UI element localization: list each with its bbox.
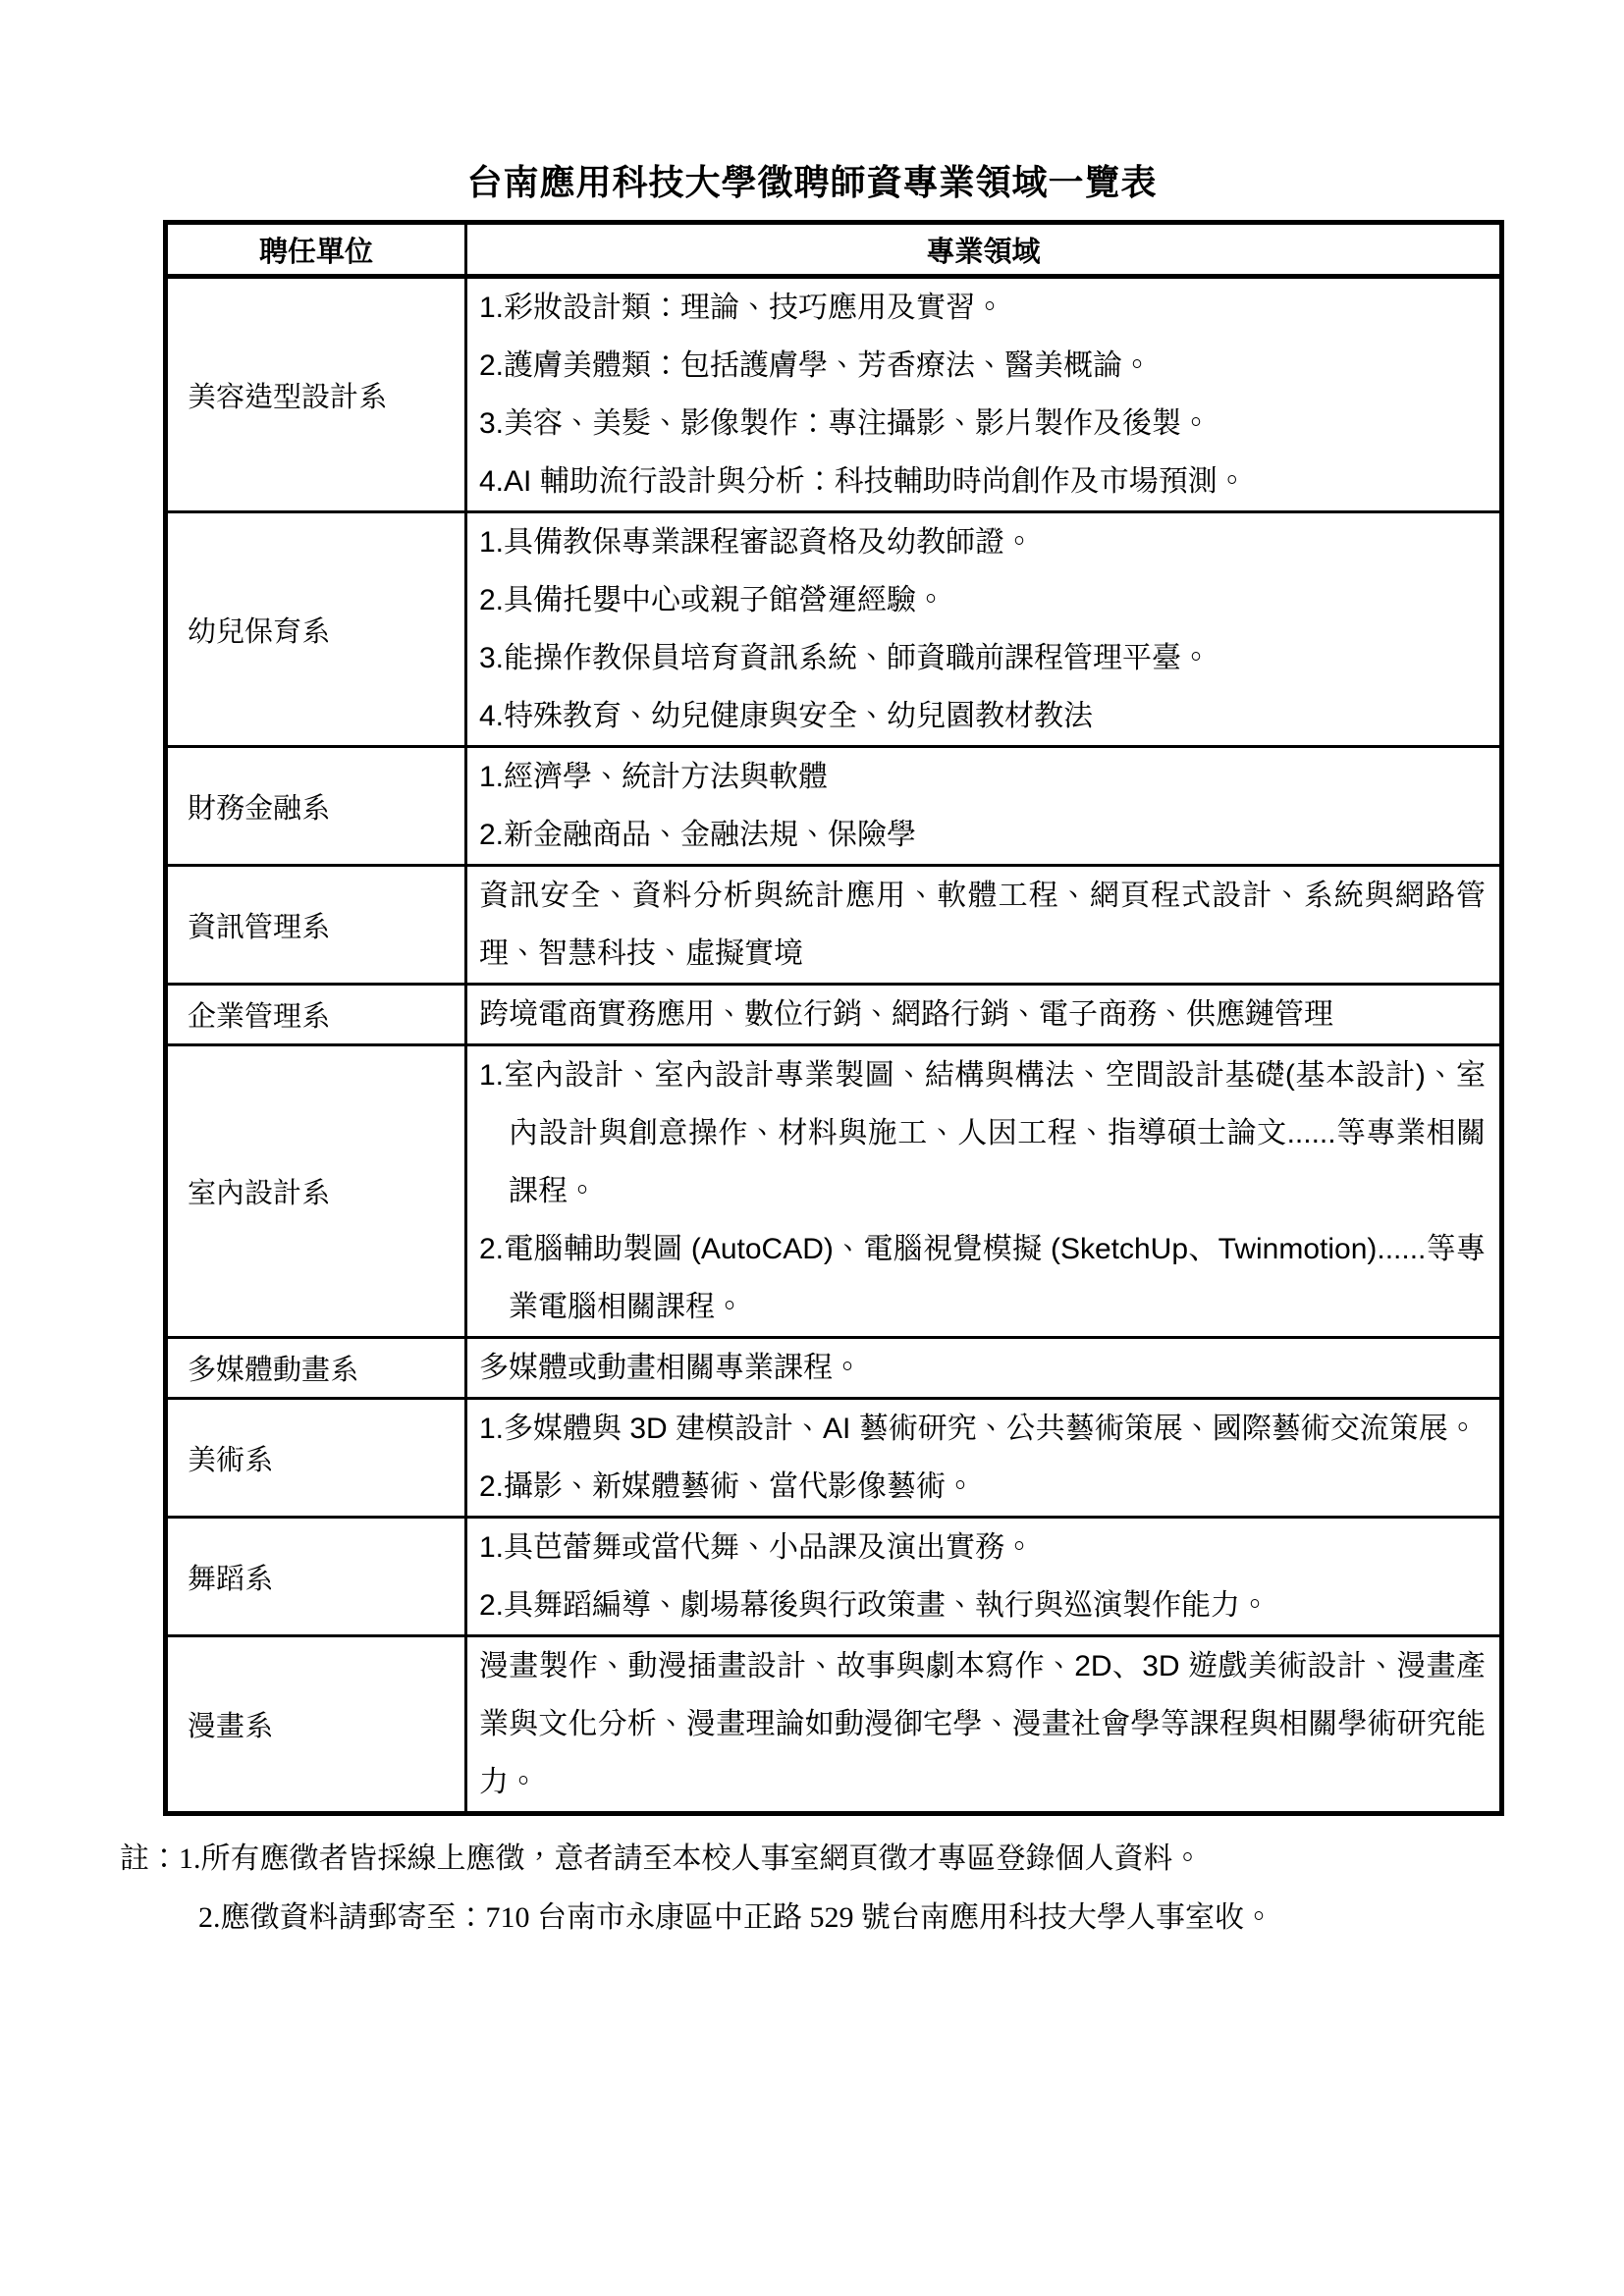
field-item: 3.能操作教保員培育資訊系統、師資職前課程管理平臺。 xyxy=(479,642,1212,674)
table-header-row xyxy=(166,223,1502,277)
field-item: 資訊安全、資料分析與統計應用、軟體工程、網頁程式設計、系統與網路管理、智慧科技、虛擬實境 xyxy=(479,880,1486,970)
footnote-line-2: 2.應徵資料請郵寄至：710 台南市永康區中正路 529 號台南應用科技大學人事室收。 xyxy=(198,1901,1273,1934)
department-cell: 企業管理系 xyxy=(166,985,466,1045)
footnotes xyxy=(120,1830,1514,1948)
field-item: 4.特殊教育、幼兒健康與安全、幼兒園教材教法 xyxy=(479,700,1094,732)
field-cell xyxy=(466,512,1502,747)
field-cell xyxy=(466,1045,1502,1338)
field-item: 1.彩妝設計類：理論、技巧應用及實習。 xyxy=(479,292,1005,324)
page-title: 台南應用科技大學徵聘師資專業領域一覽表 xyxy=(466,162,1158,202)
table-row xyxy=(166,277,1502,512)
field-item: 2.電腦輔助製圖 (AutoCAD)、電腦視覺模擬 (SketchUp、Twinmotion)......等專業電腦相關課程。 xyxy=(479,1233,1486,1323)
field-cell xyxy=(466,1636,1502,1814)
department-cell: 漫畫系 xyxy=(166,1636,466,1814)
table-row xyxy=(166,866,1502,985)
field-item: 2.攝影、新媒體藝術、當代影像藝術。 xyxy=(479,1470,976,1503)
department-cell: 美容造型設計系 xyxy=(166,277,466,512)
department-cell: 資訊管理系 xyxy=(166,866,466,985)
field-cell xyxy=(466,1518,1502,1636)
field-item: 2.具備托嬰中心或親子館營運經驗。 xyxy=(479,584,947,616)
table-row xyxy=(166,1338,1502,1399)
table-row xyxy=(166,747,1502,866)
table-row xyxy=(166,1636,1502,1814)
table-row xyxy=(166,1045,1502,1338)
field-item: 4.AI 輔助流行設計與分析：科技輔助時尚創作及市場預測。 xyxy=(479,465,1247,498)
field-item: 1.室內設計、室內設計專業製圖、結構與構法、空間設計基礎(基本設計)、室內設計與創意操作、材料與施工、人因工程、指導碩士論文......等專業相關課程。 xyxy=(479,1059,1486,1207)
department-cell: 美術系 xyxy=(166,1399,466,1518)
field-cell xyxy=(466,747,1502,866)
table-row xyxy=(166,1399,1502,1518)
field-cell xyxy=(466,277,1502,512)
field-item: 1.多媒體與 3D 建模設計、AI 藝術研究、公共藝術策展、國際藝術交流策展。 xyxy=(479,1413,1478,1445)
field-item: 1.具芭蕾舞或當代舞、小品課及演出實務。 xyxy=(479,1531,1035,1564)
field-item: 1.經濟學、統計方法與軟體 xyxy=(479,761,829,793)
department-cell: 多媒體動畫系 xyxy=(166,1338,466,1399)
field-item: 2.護膚美體類：包括護膚學、芳香療法、醫美概論。 xyxy=(479,349,1153,382)
table-row xyxy=(166,512,1502,747)
field-item: 跨境電商實務應用、數位行銷、網路行銷、電子商務、供應鏈管理 xyxy=(479,998,1333,1031)
department-cell: 財務金融系 xyxy=(166,747,466,866)
field-item: 2.具舞蹈編導、劇場幕後與行政策畫、執行與巡演製作能力。 xyxy=(479,1589,1271,1622)
field-item: 1.具備教保專業課程審認資格及幼教師證。 xyxy=(479,526,1035,559)
field-cell xyxy=(466,1338,1502,1399)
table-row xyxy=(166,1518,1502,1636)
field-cell xyxy=(466,1399,1502,1518)
field-item: 漫畫製作、動漫插畫設計、故事與劇本寫作、2D、3D 遊戲美術設計、漫畫產業與文化分析、漫畫理論如動漫御宅學、漫畫社會學等課程與相關學術研究能力。 xyxy=(479,1650,1486,1798)
field-item: 3.美容、美髮、影像製作：專注攝影、影片製作及後製。 xyxy=(479,407,1212,440)
field-item: 多媒體或動畫相關專業課程。 xyxy=(479,1352,862,1384)
department-cell: 幼兒保育系 xyxy=(166,512,466,747)
column-header-field: 專業領域 xyxy=(466,223,1502,277)
footnote-line-1: 註：1.所有應徵者皆採線上應徵，意者請至本校人事室網頁徵才專區登錄個人資料。 xyxy=(120,1842,1203,1875)
department-cell: 室內設計系 xyxy=(166,1045,466,1338)
recruitment-table xyxy=(163,220,1504,1816)
field-item: 2.新金融商品、金融法規、保險學 xyxy=(479,819,917,851)
table-row xyxy=(166,985,1502,1045)
column-header-unit: 聘任單位 xyxy=(166,223,466,277)
department-cell: 舞蹈系 xyxy=(166,1518,466,1636)
field-cell xyxy=(466,985,1502,1045)
field-cell xyxy=(466,866,1502,985)
